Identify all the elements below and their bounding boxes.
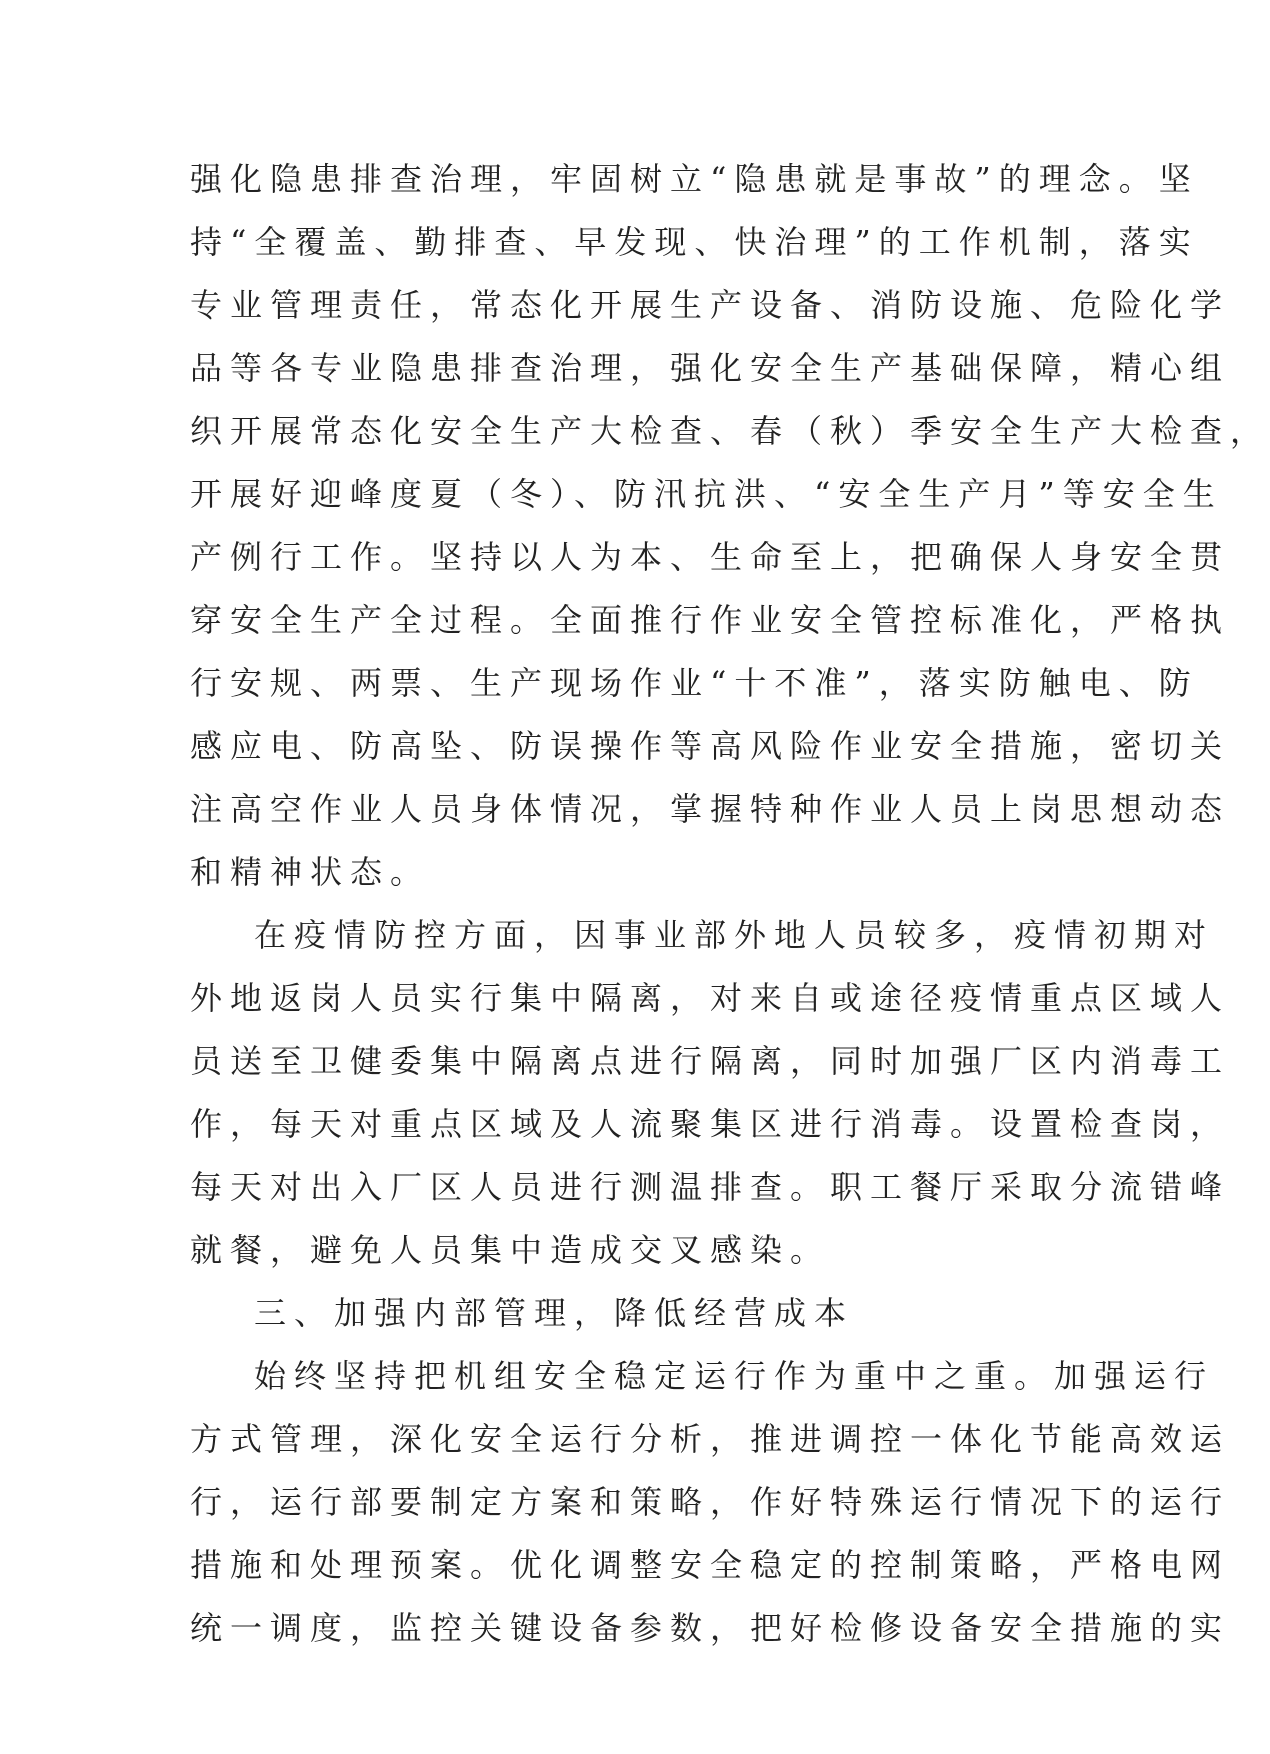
text-line: 外地返岗人员实行集中隔离，对来自或途径疫情重点区域人 <box>190 979 1231 1017</box>
text-line: 产例行工作。坚持以人为本、生命至上，把确保人身安全贯 <box>190 538 1231 576</box>
text-line: 统一调度，监控关键设备参数，把好检修设备安全措施的实 <box>190 1609 1231 1647</box>
text-line: 就餐，避免人员集中造成交叉感染。 <box>190 1231 831 1269</box>
text-line: 行，运行部要制定方案和策略，作好特殊运行情况下的运行 <box>190 1483 1231 1521</box>
paragraph-start-line: 在疫情防控方面，因事业部外地人员较多，疫情初期对 <box>254 916 1215 954</box>
text-line: 作，每天对重点区域及人流聚集区进行消毒。设置检查岗， <box>190 1105 1231 1143</box>
text-line: 每天对出入厂区人员进行测温排查。职工餐厅采取分流错峰 <box>190 1168 1231 1206</box>
text-line: 持“全覆盖、勤排查、早发现、快治理”的工作机制，落实 <box>190 223 1199 261</box>
text-line: 和精神状态。 <box>190 853 431 891</box>
text-line: 员送至卫健委集中隔离点进行隔离，同时加强厂区内消毒工 <box>190 1042 1231 1080</box>
text-line: 行安规、两票、生产现场作业“十不准”，落实防触电、防 <box>190 664 1199 702</box>
text-line: 强化隐患排查治理，牢固树立“隐患就是事故”的理念。坚 <box>190 160 1199 198</box>
text-line: 织开展常态化安全生产大检查、春（秋）季安全生产大检查， <box>190 412 1270 450</box>
section-heading: 三、加强内部管理，降低经营成本 <box>254 1294 855 1332</box>
paragraph-start-line: 始终坚持把机组安全稳定运行作为重中之重。加强运行 <box>254 1357 1215 1395</box>
text-line: 专业管理责任，常态化开展生产设备、消防设施、危险化学 <box>190 286 1231 324</box>
text-line: 品等各专业隐患排查治理，强化安全生产基础保障，精心组 <box>190 349 1231 387</box>
text-line: 措施和处理预案。优化调整安全稳定的控制策略，严格电网 <box>190 1546 1231 1584</box>
text-line: 方式管理，深化安全运行分析，推进调控一体化节能高效运 <box>190 1420 1231 1458</box>
document-body <box>190 148 1270 1660</box>
text-line: 开展好迎峰度夏（冬）、防汛抗洪、“安全生产月”等安全生 <box>190 475 1223 513</box>
text-line: 穿安全生产全过程。全面推行作业安全管控标准化，严格执 <box>190 601 1231 639</box>
text-line: 注高空作业人员身体情况，掌握特种作业人员上岗思想动态 <box>190 790 1231 828</box>
text-line: 感应电、防高坠、防误操作等高风险作业安全措施，密切关 <box>190 727 1231 765</box>
